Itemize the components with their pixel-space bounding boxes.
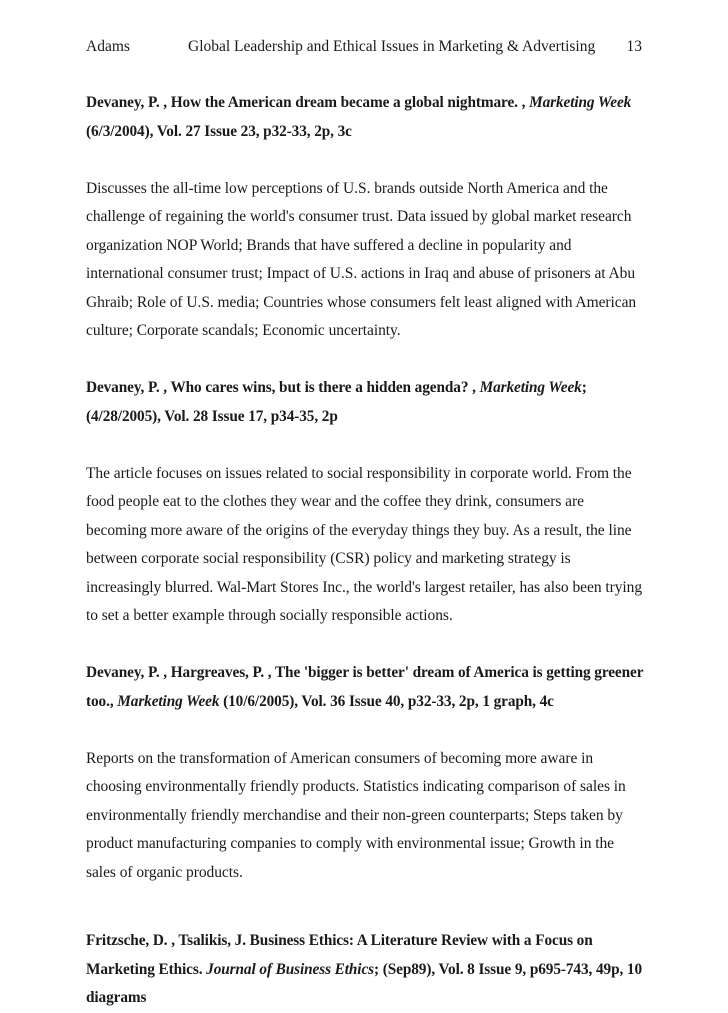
- citation-text: Devaney, P. , Who cares wins, but is there a hidden agenda? ,: [86, 379, 480, 396]
- reference-summary: The article focuses on issues related to social responsibility in corporate world. From the food people eat to the clothes they wear and the coffee they drink, consumers are becoming more aware of the origins of the everyday things they buy. As a result, the line between corporate social responsibility (CSR) policy and marketing strategy is increasingly blurred. Wal-Mart Stores Inc., the world's largest retailer, has also been trying to set a better example through socially responsible actions.: [86, 464, 643, 624]
- citation-text: Fritzsche, D. , Tsalikis, J. Business Ethics: A Literature Review with a Focus on Marketing Ethics.: [86, 932, 593, 978]
- citation-text: (10/6/2005), Vol. 36 Issue 40, p32-33, 2p, 1 graph, 4c: [219, 692, 554, 710]
- spacer: [86, 631, 646, 660]
- reference-citation: [86, 374, 646, 431]
- spacer: [86, 716, 646, 745]
- header-page-number: 13: [626, 38, 642, 55]
- journal-title: Marketing Week: [529, 94, 632, 111]
- citation-text: ; (4/28/2005), Vol. 28 Issue 17, p34-35, 2p: [86, 379, 587, 425]
- journal-title: Journal of Business Ethics: [206, 960, 375, 978]
- reference-summary: Reports on the transformation of American consumers of becoming more aware in choosing environmentally friendly products. Statistics indicating comparison of sales in environmentally friendly merchandise and their non-green counterparts; Steps taken by product manufacturing companies to comply with environmental issue; Growth in the sales of organic products.: [86, 749, 626, 881]
- journal-title: Marketing Week: [117, 692, 220, 710]
- running-header: [86, 36, 642, 58]
- citation-text: Devaney, P. , Hargreaves, P. , The 'bigger is better' dream of America is getting greener too.,: [86, 664, 644, 710]
- header-author: Adams: [86, 38, 130, 55]
- reference-citation: [86, 927, 646, 1013]
- header-title: Global Leadership and Ethical Issues in Marketing & Advertising: [188, 38, 596, 55]
- reference-citation: [86, 659, 646, 716]
- citation-text: (6/3/2004), Vol. 27 Issue 23, p32-33, 2p, 3c: [86, 122, 352, 140]
- spacer: [86, 887, 646, 927]
- bibliography-body: [86, 89, 646, 1013]
- spacer: [86, 346, 646, 375]
- citation-text: ; (Sep89), Vol. 8 Issue 9, p695-743, 49p, 10 diagrams: [86, 960, 643, 1006]
- journal-title: Marketing Week: [479, 379, 582, 396]
- spacer: [86, 431, 646, 460]
- reference-summary: Discusses the all-time low perceptions of U.S. brands outside North America and the challenge of regaining the world's consumer trust. Data issued by global market research organization NOP World; Brands that have suffered a decline in popularity and international consumer trust; Impact of U.S. actions in Iraq and abuse of prisoners at Abu Ghraib; Role of U.S. media; Countries whose consumers felt least aligned with American culture; Corporate scandals; Economic uncertainty.: [86, 179, 637, 339]
- spacer: [86, 146, 646, 175]
- citation-text: Devaney, P. , How the American dream became a global nightmare. ,: [86, 94, 530, 111]
- reference-citation: [86, 89, 646, 146]
